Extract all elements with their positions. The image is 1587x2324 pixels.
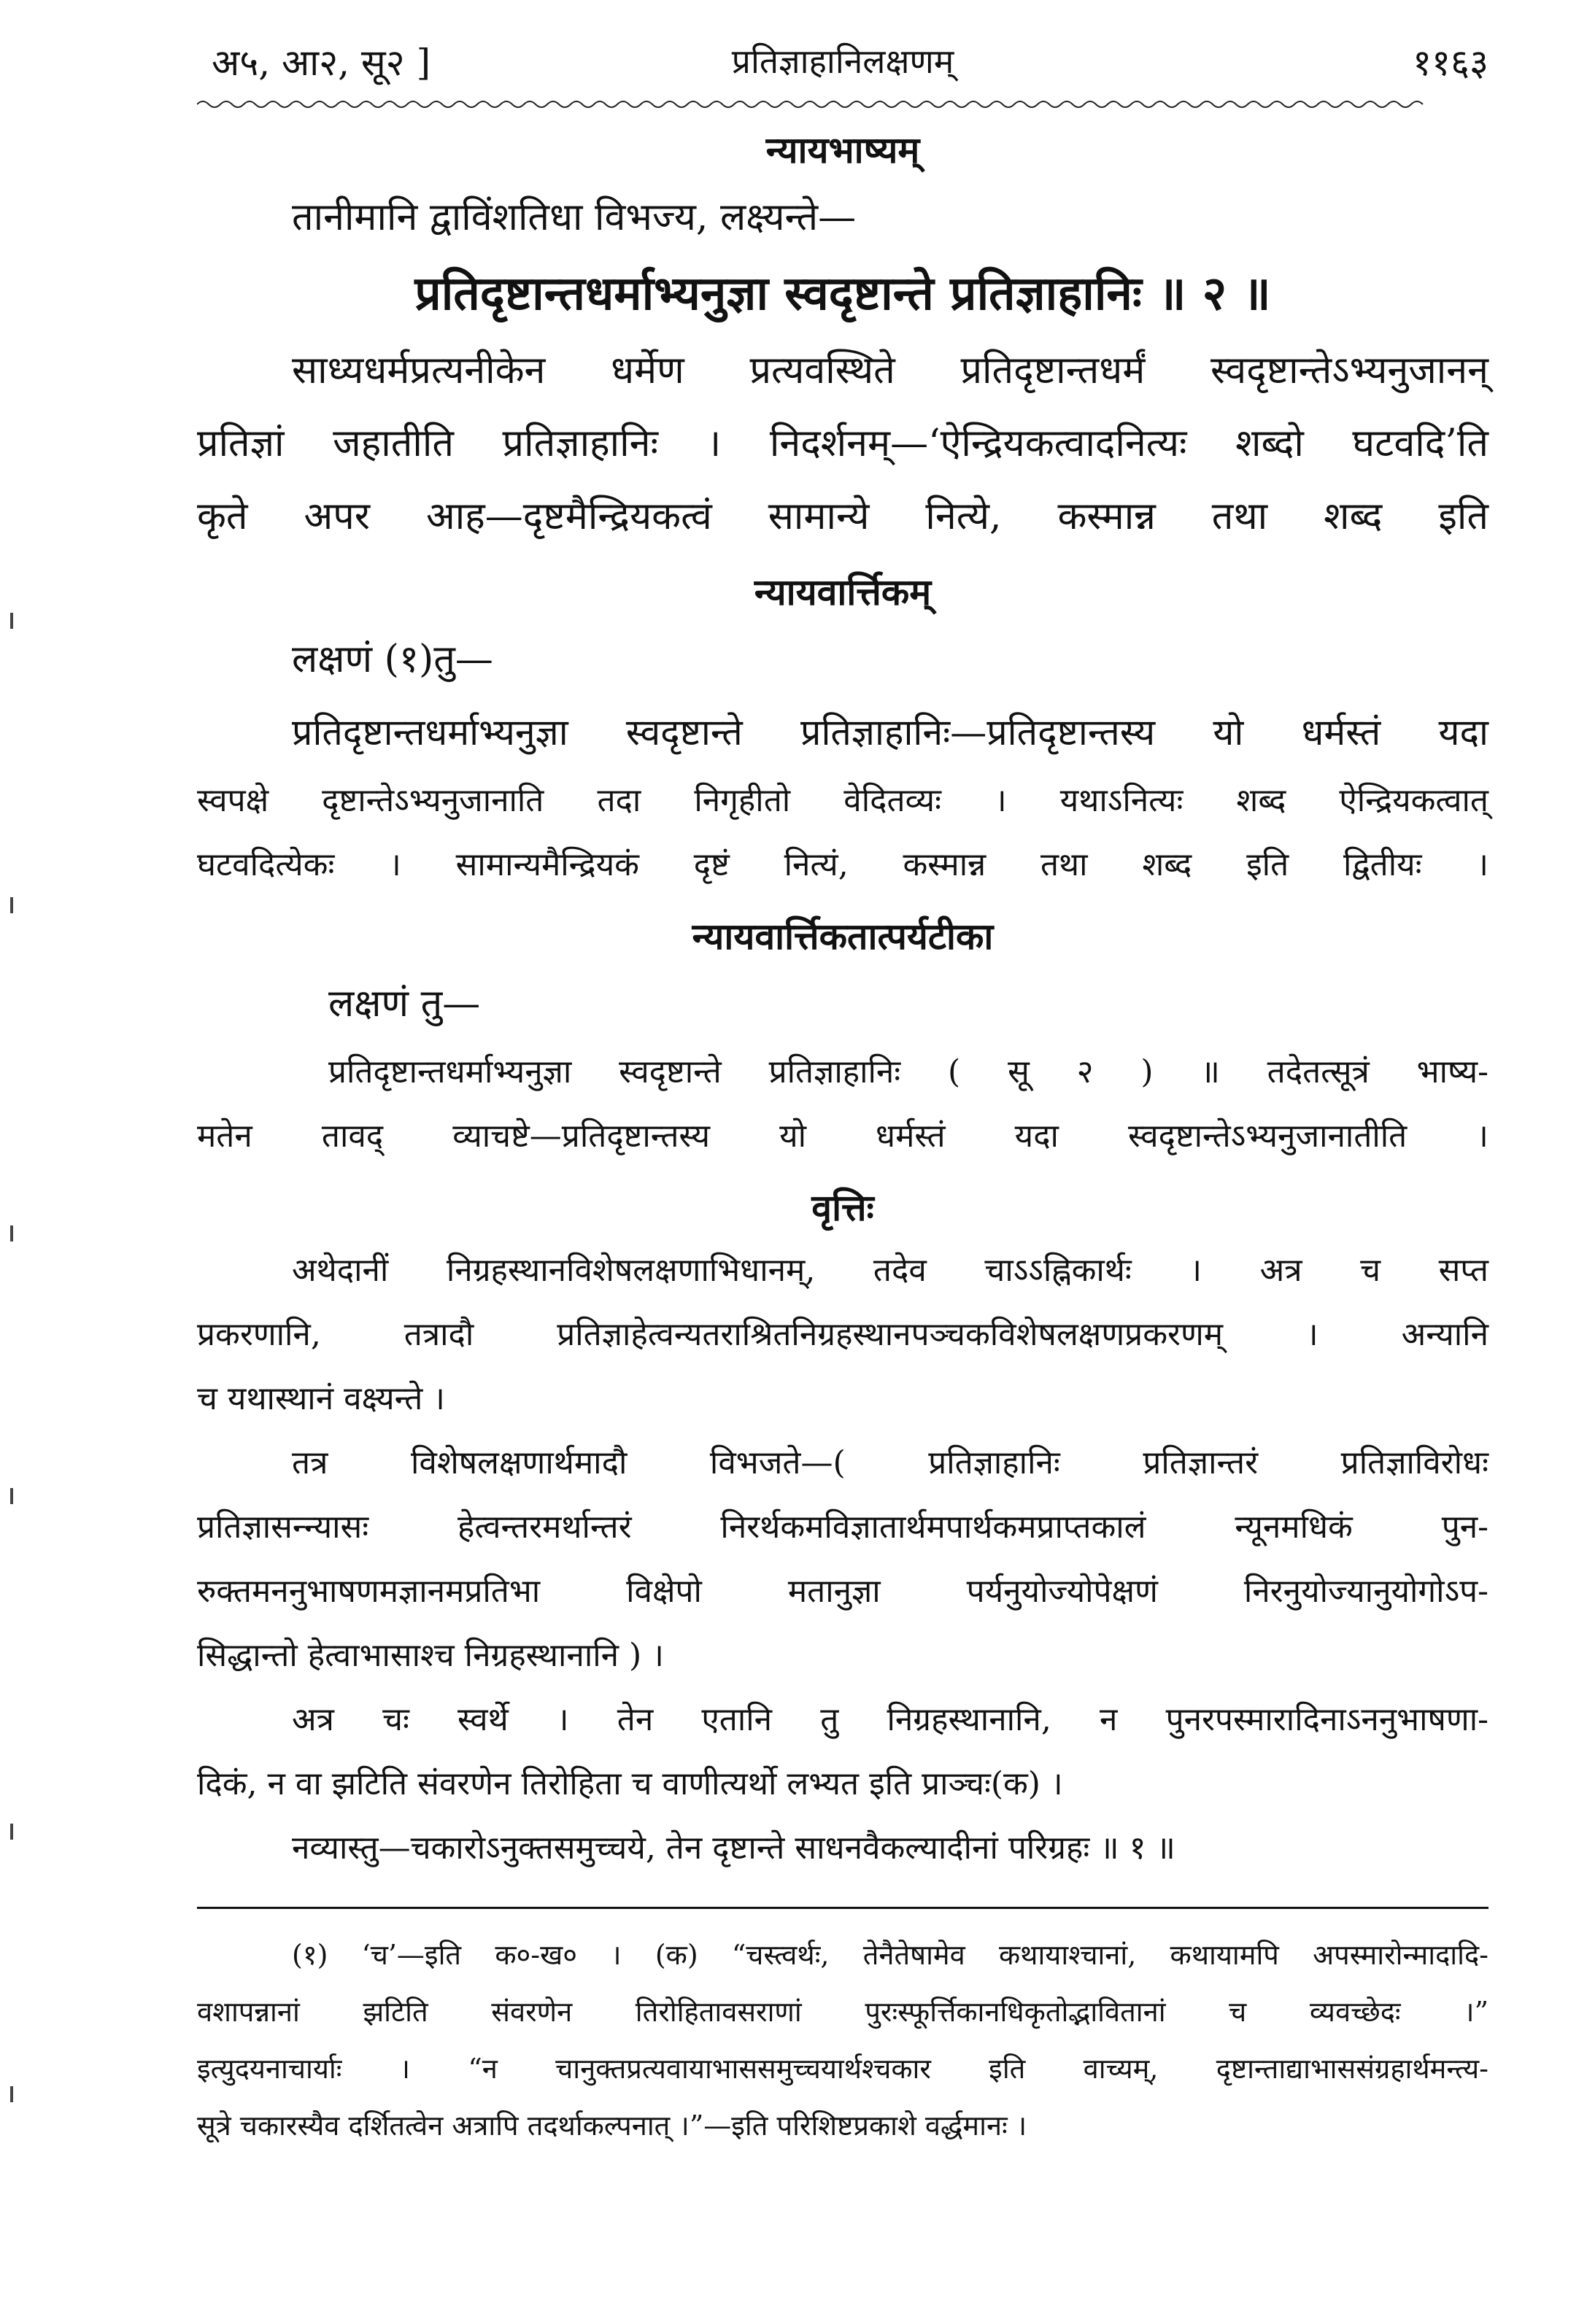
section-heading-vartika: न्यायवार्त्तिकम् [754, 570, 932, 613]
page-number: ११६३ [1413, 42, 1488, 84]
footnote-rule [197, 1907, 1488, 1909]
vritti-line: प्रतिज्ञासन्न्यासः हेत्वन्तरमर्थान्तरं निरर्थकमविज्ञातार्थमपार्थकमप्राप्तकालं न्यूनमधिकं पुन- [197, 1508, 1488, 1546]
page [197, 29, 1488, 2154]
margin-mark [10, 2086, 13, 2102]
bhashya-intro: तानीमानि द्वाविंशतिधा विभज्य, लक्ष्यन्ते— [292, 195, 857, 239]
vritti-line: नव्यास्तु—चकारोऽनुक्तसमुच्चये, तेन दृष्टान्ते साधनवैकल्यादीनां परिग्रहः ॥ १ ॥ [292, 1829, 1175, 1867]
section-heading-vritti: वृत्तिः [811, 1186, 874, 1229]
margin-mark [10, 1824, 13, 1840]
margin-mark [10, 897, 13, 913]
margin-mark [10, 1488, 13, 1504]
vartika-line: प्रतिदृष्टान्तधर्माभ्यनुज्ञा स्वदृष्टान्ते प्रतिज्ञाहानिः—प्रतिदृष्टान्तस्य यो धर्मस्तं यदा [292, 711, 1488, 754]
section-heading-tika: न्यायवार्त्तिकतात्पर्यटीका [692, 915, 994, 958]
tika-line: मतेन तावद् व्याचष्टे—प्रतिदृष्टान्तस्य यो धर्मस्तं यदा स्वदृष्टान्तेऽभ्यनुजानातीति । [197, 1118, 1488, 1155]
section-heading-bhashya: न्यायभाष्यम् [765, 128, 920, 171]
vritti-line: सिद्धान्तो हेत्वाभासाश्च निग्रहस्थानानि ) । [197, 1637, 664, 1674]
tika-intro: लक्षणं तु— [328, 982, 481, 1026]
footnote-line: (१) ‘च’—इति क०-ख० । (क) “चस्त्वर्थः, तेनैतेषामेव कथायाश्चानां, कथायामपि अपस्मारोन्मादादि- [292, 1939, 1488, 1971]
header-reference: अ५, आ२, सू२ ] [212, 42, 431, 84]
vritti-line: प्रकरणानि, तत्रादौ प्रतिज्ञाहेत्वन्यतराश्रितनिग्रहस्थानपञ्चकविशेषलक्षणप्रकरणम् । अन्यानि [197, 1316, 1488, 1353]
vritti-line: अत्र चः स्वर्थे । तेन एतानि तु निग्रहस्थानानि, न पुनरपस्मारादिनाऽननुभाषणा- [292, 1701, 1488, 1738]
header-title: प्रतिज्ञाहानिलक्षणम् [731, 42, 954, 81]
wavy-rule [197, 98, 1488, 111]
footnote-line: इत्युदयनाचार्याः । “न चानुक्तप्रत्यवायाभाससमुच्चयार्थश्चकार इति वाच्यम्, दृष्टान्ताद्याभाससंग्रहार्थमन्त्य- [197, 2053, 1488, 2085]
footnote-line: सूत्रे चकारस्यैव दर्शितत्वेन अत्रापि तदर्थाकल्पनात् ।”—इति परिशिष्टप्रकाशे वर्द्धमानः । [197, 2110, 1027, 2142]
vartika-line: स्वपक्षे दृष्टान्तेऽभ्यनुजानाति तदा निगृहीतो वेदितव्यः । यथाऽनित्यः शब्द ऐन्द्रियकत्वात् [197, 782, 1488, 819]
bhashya-line: कृते अपर आह—दृष्टमैन्द्रियकत्वं सामान्ये नित्ये, कस्मान्न तथा शब्द इति [197, 495, 1488, 538]
tika-line: प्रतिदृष्टान्तधर्माभ्यनुज्ञा स्वदृष्टान्ते प्रतिज्ञाहानिः ( सू २ ) ॥ तदेतत्सूत्रं भाष्य- [328, 1053, 1488, 1091]
vritti-line: अथेदानीं निग्रहस्थानविशेषलक्षणाभिधानम्, तदेव चाऽऽह्निकार्थः । अत्र च सप्त [292, 1252, 1488, 1289]
bhashya-line: प्रतिज्ञां जहातीति प्रतिज्ञाहानिः । निदर्शनम्—‘ऐन्द्रियकत्वादनित्यः शब्दो घटवदि’ति [197, 422, 1488, 465]
vritti-line: तत्र विशेषलक्षणार्थमादौ विभजते—( प्रतिज्ञाहानिः प्रतिज्ञान्तरं प्रतिज्ञाविरोधः [292, 1444, 1488, 1481]
vritti-line: च यथास्थानं वक्ष्यन्ते । [197, 1380, 445, 1417]
vartika-intro: लक्षणं (१)तु— [292, 638, 493, 681]
margin-mark [10, 1225, 13, 1242]
vartika-line: घटवदित्येकः । सामान्यमैन्द्रियकं दृष्टं नित्यं, कस्मान्न तथा शब्द इति द्वितीयः । [197, 846, 1488, 883]
footnote-line: वशापन्नानां झटिति संवरणेन तिरोहितावसराणां पुरःस्फूर्त्तिकानधिकृतोद्भावितानां च व्यवच्छेदः ।” [197, 1996, 1488, 2028]
vritti-line: रुक्तमननुभाषणमज्ञानमप्रतिभा विक्षेपो मतानुज्ञा पर्यनुयोज्योपेक्षणं निरनुयोज्यानुयोगोऽप- [197, 1573, 1488, 1610]
bhashya-line: साध्यधर्मप्रत्यनीकेन धर्मेण प्रत्यवस्थिते प्रतिदृष्टान्तधर्मं स्वदृष्टान्तेऽभ्यनुजानन् [292, 349, 1488, 392]
running-header [197, 29, 1488, 95]
vritti-line: दिकं, न वा झटिति संवरणेन तिरोहिता च वाणीत्यर्थो लभ्यत इति प्राञ्चः(क) । [197, 1765, 1063, 1802]
margin-mark [10, 613, 13, 629]
sutra-text: प्रतिदृष्टान्तधर्माभ्यनुज्ञा स्वदृष्टान्ते प्रतिज्ञाहानिः ॥ २ ॥ [414, 266, 1271, 321]
